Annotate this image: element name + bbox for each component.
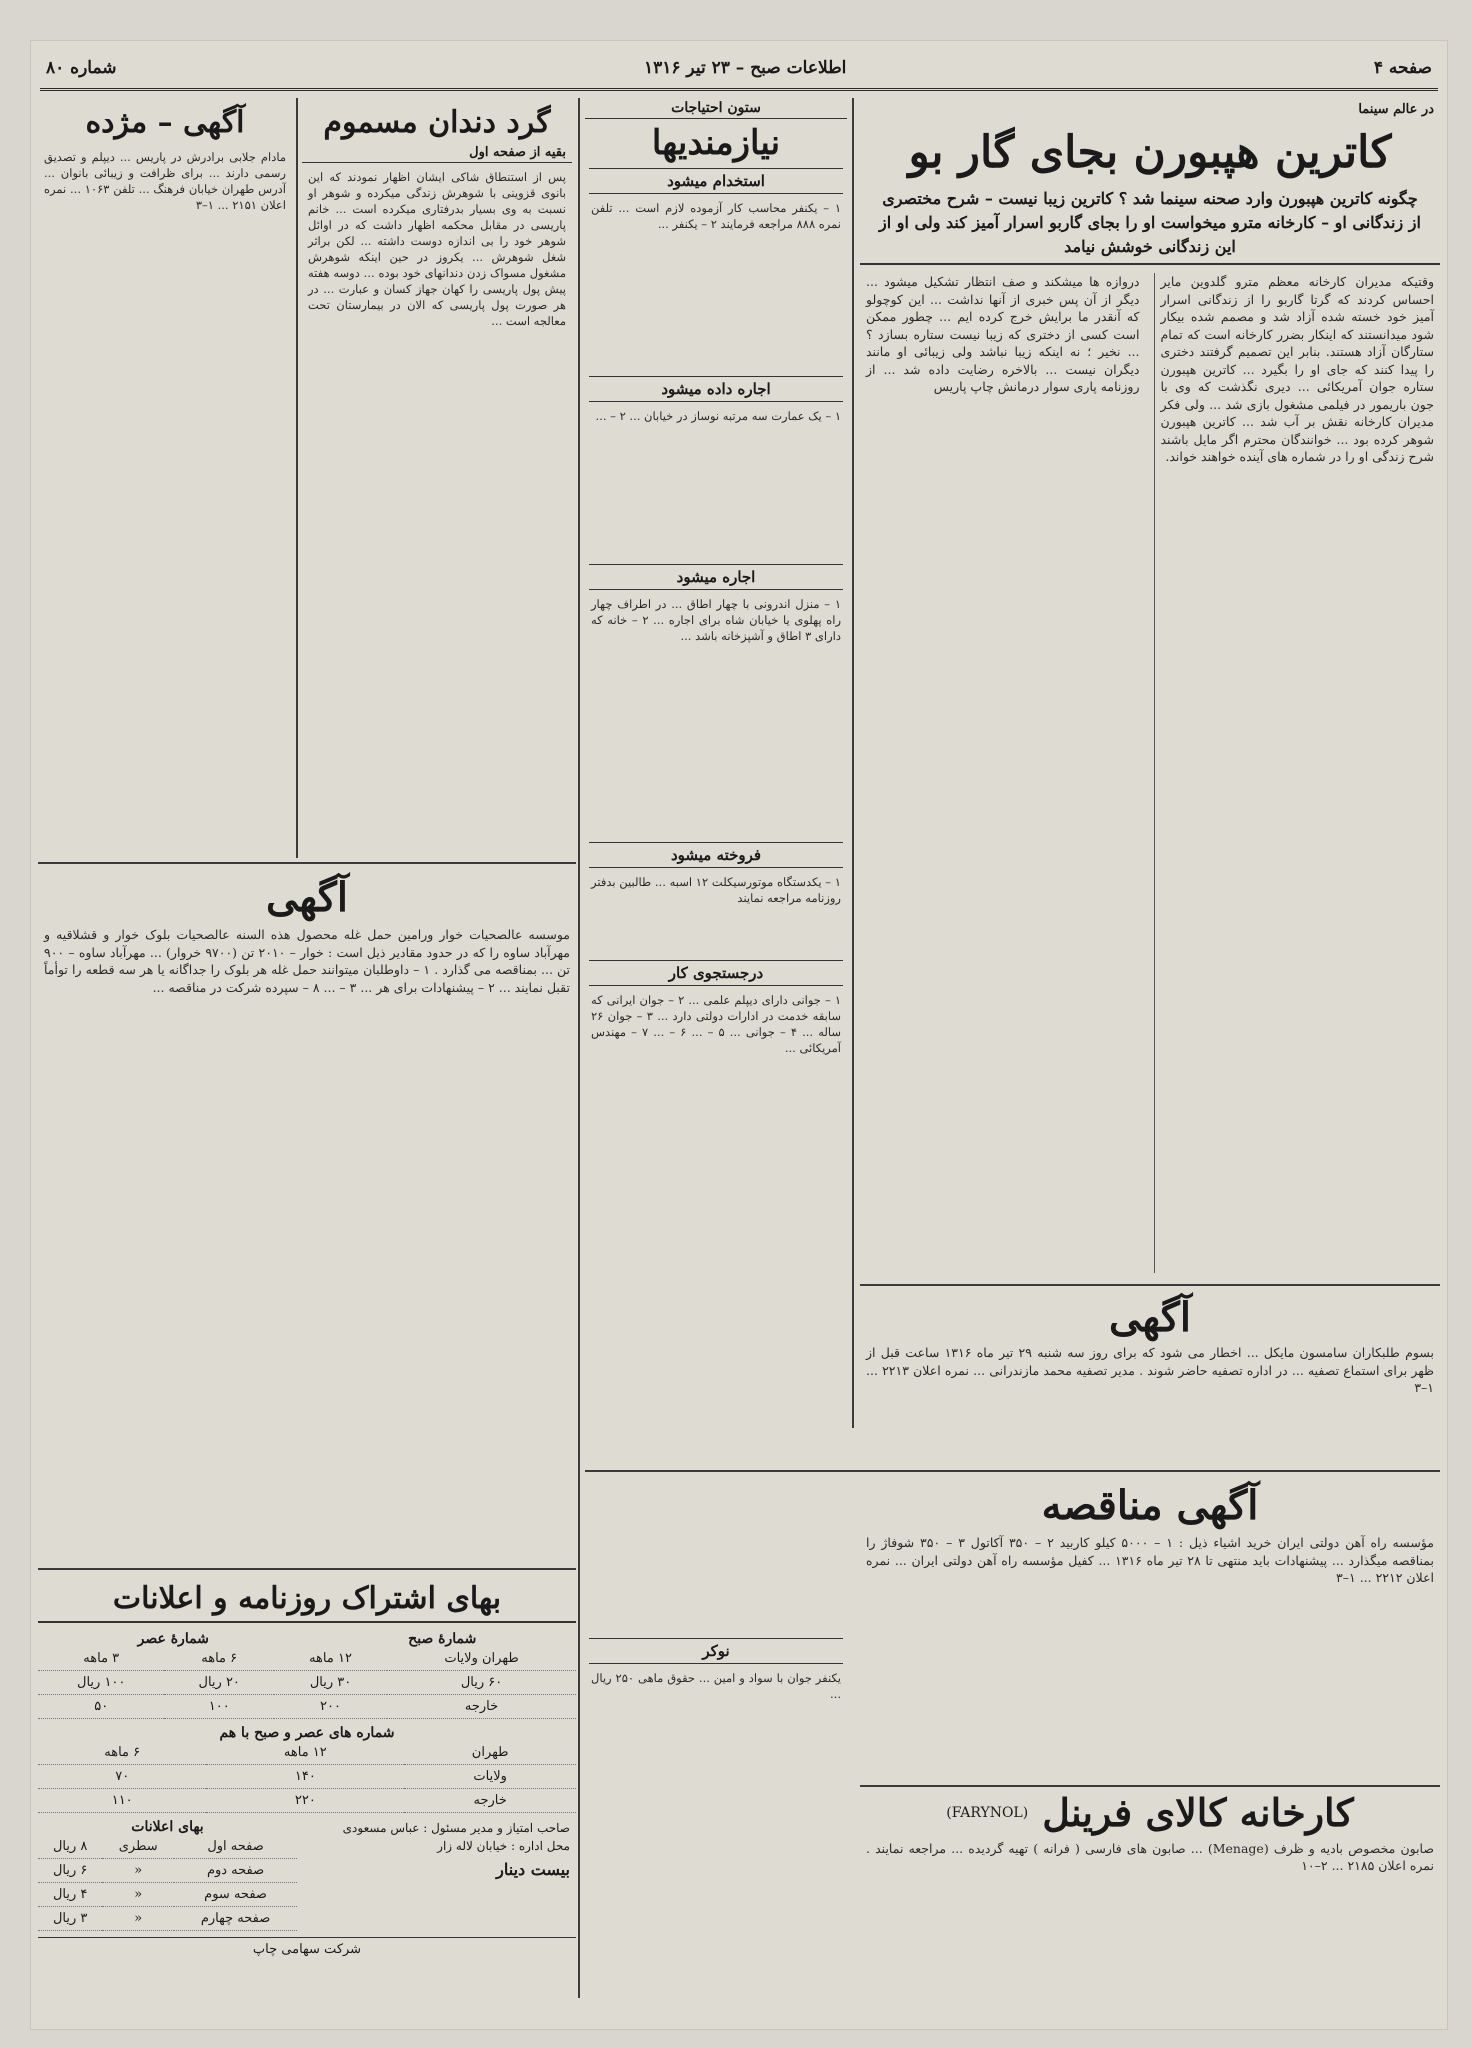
cinema-lead: چگونه کاترین هپبورن وارد صحنه سینما شد ؟ کاترین زیبا نیست – شرح مختصری از زندگانی او – کارخانه مترو میخواست او را بجای گاربو اسرار آمیز کند ولی او از این زندگانی خوشش نیامد	[860, 183, 1440, 265]
needs-sale-text: ۱ – یکدستگاه موتورسیکلت ۱۲ اسبه ... طالبین بدفتر روزنامه مراجعه نمایند	[591, 875, 841, 906]
ad-farynol	[860, 1792, 1440, 1992]
poison-article	[302, 98, 572, 858]
rate-cell: ۱۱۰	[38, 1789, 206, 1813]
rate-cell: ۶ ماهه	[38, 1741, 206, 1765]
rate-cell: «	[102, 1907, 174, 1931]
needs-section: ستون احتیاجات	[585, 98, 847, 119]
rate-cell: سطری	[102, 1835, 174, 1859]
ad-tender-body: مؤسسه راه آهن دولتی ایران خرید اشیاء ذیل : ۱ – ۵۰۰۰ کیلو کاربید ۲ – ۳۵۰ آکاتول ۳ – ۳۵۰ شوفاژ را بمناقصه میگذارد ... پیشنهادات باید منتهی تا ۲۸ تیر ماه ۱۳۱۶ ... کفیل مؤسسه راه آهن دولتی ایران ... نمره اعلان ۲۲۱۲ ... ۱–۳	[866, 1535, 1434, 1585]
rate-cell: صفحه دوم	[174, 1859, 297, 1883]
needs-sub-rent-out: اجاره داده میشود	[589, 376, 843, 402]
rate-cell: ۳۰ ریال	[274, 1671, 387, 1695]
section-rule	[860, 1284, 1440, 1286]
section-rule	[38, 1568, 576, 1570]
rate-cell: ۶ ماهه	[164, 1647, 274, 1671]
ads-rates-title: بهای اعلانات	[131, 1819, 204, 1835]
poison-body: پس از استنطاق شاکی ایشان اظهار نمودند که این بانوی قزوینی با شوهرش زندگی میکرده و شوهر او نسبت به وی بسیار بدرفتاری میکرده است ... خانم پاریسی در مقابل محکمه اظهار داشت که در اوائل شوهر خود را بی اندازه دوست داشته ... لکن براثر شغل شوهرش ... یکروز در حین اینکه شوهرش مشغول مسواک زدن دندانهای خود بوده ... دوسه هفته پیش پول پاریسی را کهان جهاز کسان و عبارت ... در هر صورت پول پاریسی که الان در بیمارستان تحت معالجه است ...	[308, 170, 566, 328]
needs-sub-servant: نوکر	[589, 1638, 843, 1664]
section-rule	[860, 1785, 1440, 1787]
rate-cell: ۸ ریال	[38, 1835, 102, 1859]
rate-cell: ۱۰۰ ریال	[38, 1671, 164, 1695]
column-rule	[852, 98, 854, 1428]
rates-morning-label: شمارهٔ صبح	[408, 1631, 477, 1647]
rates-table	[38, 1647, 576, 1719]
ad-liquidation-body: بسوم طلبکاران سامسون مایکل ... اخطار می شود که برای روز سه شنبه ۲۹ تیر ماه ۱۳۱۶ ساعت قبل از ظهر برای استماع تصفیه ... در اداره تصفیه حاضر شوند . مدیر تصفیه محمد مازندرانی ... نمره اعلان ۲۲۱۳ ... ۱–۳	[866, 1345, 1434, 1395]
section-rule	[585, 1470, 1440, 1472]
needs-sub-rent: اجاره میشود	[589, 564, 843, 590]
section-rule	[38, 862, 576, 864]
issue-date: اطلاعات صبح – ۲۳ تیر ۱۳۱۶	[643, 58, 847, 78]
ad-grain-title: آگهی	[266, 874, 348, 921]
mojdeh-ad	[38, 98, 292, 858]
rate-cell: ۵۰	[38, 1695, 164, 1719]
rate-cell: صفحه چهارم	[174, 1907, 297, 1931]
needs-title: نیازمندیها	[651, 123, 781, 163]
rate-cell: «	[102, 1859, 174, 1883]
cinema-kicker: در عالم سینما	[1358, 102, 1434, 117]
mojdeh-body: مادام جلابی برادرش در پاریس ... دیپلم و تصدیق رسمی دارند ... برای ظرافت و زیبائی بانوان ... آدرس طهران خیابان فرهنگ ... تلفن ۱۰۶۳ ... نمره اعلان ۲۱۵۱ ... ۱–۳	[44, 150, 286, 212]
rate-cell: طهران ولایات	[387, 1647, 576, 1671]
rate-cell: ولایات	[404, 1765, 576, 1789]
ad-farynol-body: صابون مخصوص بادیه و ظرف (Menage) ... صابون های فارسی ( فرانه ) تهیه گردیده ... مراجعه نمایند . نمره اعلان ۲۱۸۵ ... ۲–۱۰	[866, 1840, 1434, 1874]
printer-footer: شرکت سهامی چاپ	[38, 1937, 576, 1957]
cinema-body-right: وقتیکه مدیران کارخانه معظم مترو گلدوین مایر احساس کردند که گرتا گاربو را از زندگانی اسرار آمیز خود خسته شده آزاد شد و مصمم شده بیکار شود میدانستند که اینکار بضرر کارخانه است که تمام ستارگان آزاد هستند. بنابر این تصمیم گرفتند دختری را پیدا کنند که جای او را بگیرد ... کاترین هپبورن ستاره جوان آمریکائی ... دیری نگذشت که وی با جون باریمور در فیلمی مشغول بازی شد ... ولی فکر مدیران کارخانه نقش بر آب شد ... کاترین هپبورن شوهر کرده بود ... خوانندگان محترم اگر مایل باشند شرح زندگی او را در شماره های آینده خواهند خواند.	[1154, 273, 1441, 1273]
ad-tender-title: آگهی مناقصه	[1041, 1482, 1259, 1529]
rate-cell: «	[102, 1883, 174, 1907]
ad-farynol-latin: (FARYNOL)	[946, 1804, 1029, 1821]
ad-tender	[860, 1478, 1440, 1778]
rate-cell: ۱۰۰	[164, 1695, 274, 1719]
cinema-title: کاترین هپبورن بجای گار بو	[908, 127, 1392, 178]
rate-cell: خارجه	[387, 1695, 576, 1719]
rates-both-table	[38, 1741, 576, 1813]
rates-both-label: شماره های عصر و صبح با هم	[219, 1725, 395, 1741]
rate-cell: ۱۲ ماهه	[274, 1647, 387, 1671]
cinema-article	[860, 98, 1440, 1278]
rate-cell: ۶ ریال	[38, 1859, 102, 1883]
address-line: محل اداره : خیابان لاله زار	[437, 1839, 570, 1853]
rate-cell: صفحه اول	[174, 1835, 297, 1859]
needs-sub-employ: استخدام میشود	[589, 168, 843, 194]
ad-grain-transport	[38, 870, 576, 1560]
rate-cell: ۲۲۰	[206, 1789, 404, 1813]
rate-cell: خارجه	[404, 1789, 576, 1813]
rate-cell: ۳ ریال	[38, 1907, 102, 1931]
table-row	[38, 1907, 297, 1931]
cinema-body-left: دروازه ها میشکند و صف انتظار تشکیل میشود ... دیگر از آن پس خبری از آنها نداشت ... این کوچولو که آنقدر ما برایش خرج کرده ایم ... چطور ممکن است کسی از دختری که زیبا نیست ستاره بسازد ؟ ... نخیر ؛ نه اینکه زیبا نباشد ولی زیبائی او مانند دیگران نیست ... بالاخره رضایت داده شد ... از روزنامه پاری سوار درمانش چاپ پاریس	[866, 274, 1140, 395]
needs-column	[585, 98, 847, 1988]
table-row	[38, 1695, 576, 1719]
needs-rent-out-text: ۱ – یک عمارت سه مرتبه نوساز در خیابان ... ۲ – ...	[595, 409, 841, 424]
table-row	[38, 1789, 576, 1813]
poison-title: گرد دندان مسموم	[323, 105, 551, 140]
rate-cell: ۱۲ ماهه	[206, 1741, 404, 1765]
rates-evening-label: شمارهٔ عصر	[137, 1631, 209, 1647]
table-row	[38, 1647, 576, 1671]
ad-liquidation-title: آگهی	[1109, 1294, 1191, 1341]
column-rule	[578, 98, 580, 1998]
rates-title: بهای اشتراک روزنامه و اعلانات	[38, 1582, 576, 1623]
ad-farynol-title: کارخانه کالای فرینل	[1042, 1792, 1354, 1835]
needs-employ-text: ۱ – یکنفر محاسب کار آزموده لازم است ... تلفن نمره ۸۸۸ مراجعه فرمایند ۲ – یکنفر ...	[591, 201, 841, 232]
masthead	[40, 48, 1438, 91]
table-row	[38, 1859, 297, 1883]
table-row	[38, 1835, 297, 1859]
newspaper-page	[30, 40, 1448, 2030]
rate-cell: ۲۰۰	[274, 1695, 387, 1719]
rate-cell: ۶۰ ریال	[387, 1671, 576, 1695]
mojdeh-title: آگهی – مژده	[85, 105, 245, 140]
page-number: صفحه ۴	[1373, 58, 1432, 78]
ad-grain-body: موسسه عالصحیات خوار ورامین حمل غله محصول هذه السنه عالصحیات بلوک خوار و قشلاقیه و مهرآباد ساوه را که در حدود مقادیر ذیل است : خوار – ۲۰۱۰ تن (۹۷۰۰ خروار) ... مهرآباد ساوه – ۹۰۰ تن ... بمناقصه می گذارد . ۱ – داوطلبان میتوانند حمل غله هر بلوک را جداگانه یا هر سه قطعه را توأماً تقبل نمایند ... ۲ – پیشنهادات برای هر ... ۳ – ... ۸ – سپرده شرکت در مناقصه ...	[44, 927, 571, 995]
single-copy-price: بیست دینار	[496, 1860, 570, 1879]
rate-cell: ۴ ریال	[38, 1883, 102, 1907]
rate-cell: ۷۰	[38, 1765, 206, 1789]
needs-sub-sale: فروخته میشود	[589, 842, 843, 868]
column-rule	[296, 98, 298, 858]
needs-sub-seek: درجستجوی کار	[589, 960, 843, 986]
needs-rent-text: ۱ – منزل اندرونی با چهار اطاق ... در اطراف چهار راه پهلوی یا خیابان شاه برای اجاره ... ۲ – خانه که دارای ۳ اطاق و آشپزخانه باشد ...	[591, 597, 841, 644]
table-row	[38, 1741, 576, 1765]
rate-cell: ۳ ماهه	[38, 1647, 164, 1671]
publisher-line: صاحب امتیاز و مدیر مسئول : عباس مسعودی	[342, 1821, 570, 1835]
subscription-rates	[38, 1576, 576, 2016]
needs-seek-text: ۱ – جوانی دارای دیپلم علمی ... ۲ – جوان ایرانی که سابقه خدمت در ادارات دولتی دارد ... ۳ – جوان ۲۶ ساله ... ۴ – جوانی ... ۵ – ... ۶ – ... ۷ – مهندس آمریکائی ...	[591, 993, 842, 1056]
ad-liquidation	[860, 1292, 1440, 1462]
ads-rates-table	[38, 1835, 297, 1931]
table-row	[38, 1765, 576, 1789]
rate-cell: ۲۰ ریال	[164, 1671, 274, 1695]
needs-servant-text: یکنفر جوان با سواد و امین ... حقوق ماهی ۲۵۰ ریال ...	[591, 1671, 841, 1702]
table-row	[38, 1883, 297, 1907]
rate-cell: صفحه سوم	[174, 1883, 297, 1907]
table-row	[38, 1671, 576, 1695]
rate-cell: ۱۴۰	[206, 1765, 404, 1789]
rate-cell: طهران	[404, 1741, 576, 1765]
poison-continued: بقیه از صفحه اول	[302, 143, 572, 163]
issue-number: شماره ۸۰	[46, 58, 117, 78]
